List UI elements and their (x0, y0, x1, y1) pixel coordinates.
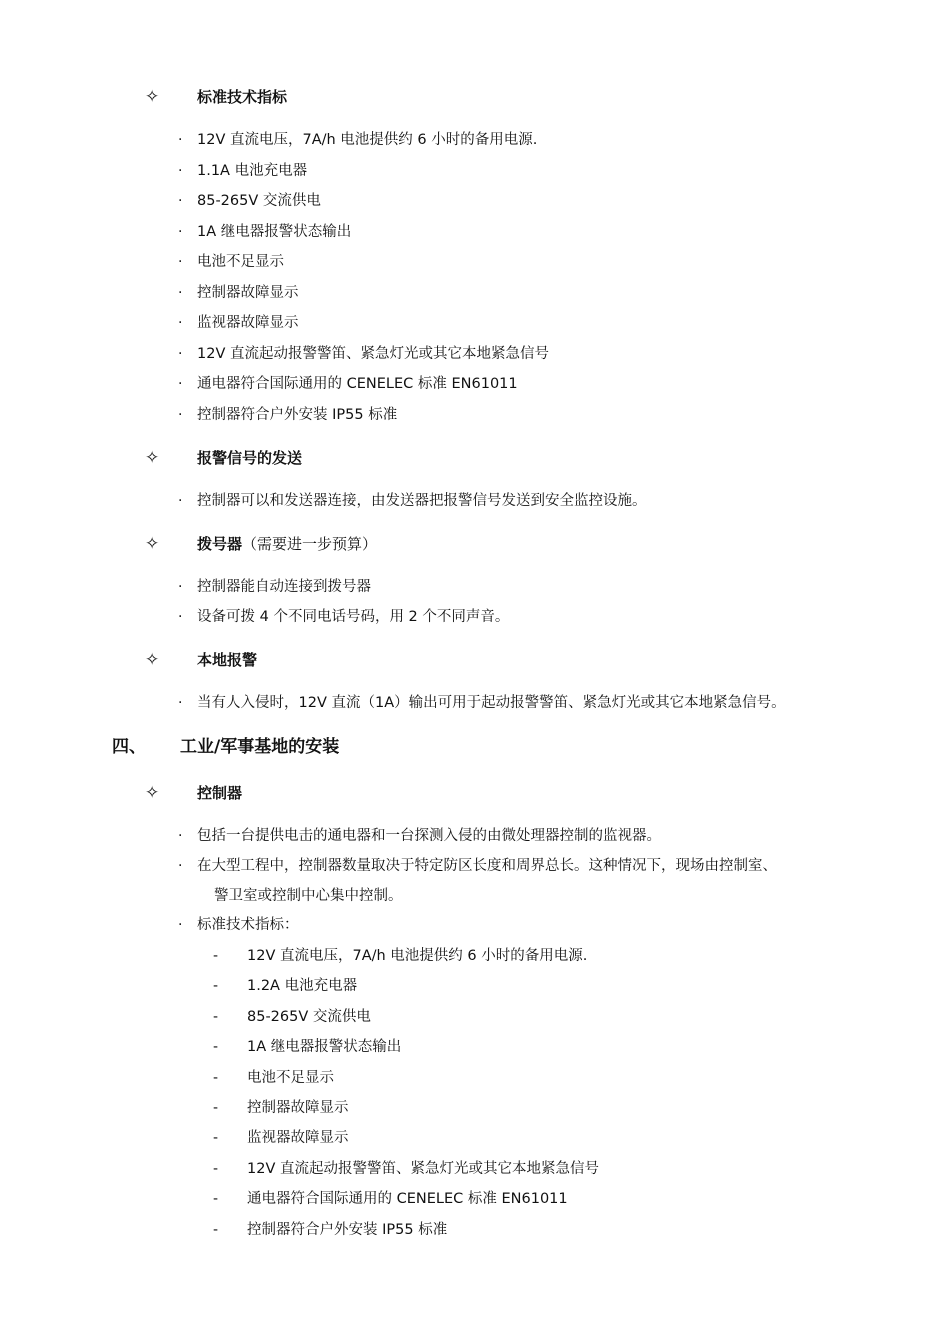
chapter-title: 工业/军事基地的安装 (180, 737, 340, 757)
list-item: 设备可拨 4 个不同电话号码，用 2 个不同声音。 (197, 609, 510, 625)
dash-bullet-icon: - (213, 1009, 219, 1025)
list-item: 电池不足显示 (197, 254, 284, 270)
list-item: 12V 直流电压，7A/h 电池提供约 6 小时的备用电源. (197, 132, 538, 148)
dot-bullet-icon: · (178, 346, 183, 362)
diamond-bullet-icon: ✧ (145, 650, 160, 670)
dot-bullet-icon: · (178, 917, 183, 933)
sub-list-item: 通电器符合国际通用的 CENELEC 标准 EN61011 (247, 1191, 568, 1207)
diamond-bullet-icon: ✧ (145, 87, 160, 107)
list-item: 控制器符合户外安装 IP55 标准 (197, 407, 398, 423)
dash-bullet-icon: - (213, 1100, 219, 1116)
section-heading: 报警信号的发送 (197, 449, 303, 467)
dot-bullet-icon: · (178, 285, 183, 301)
dot-bullet-icon: · (178, 254, 183, 270)
dot-bullet-icon: · (178, 407, 183, 423)
diamond-bullet-icon: ✧ (145, 783, 160, 803)
list-item: 控制器可以和发送器连接，由发送器把报警信号发送到安全监控设施。 (197, 493, 647, 509)
section-heading: 标准技术指标 (197, 88, 288, 106)
list-item: 在大型工程中，控制器数量取决于特定防区长度和周界总长。这种情况下，现场由控制室、 (197, 858, 777, 874)
dash-bullet-icon: - (213, 1191, 219, 1207)
list-item: 通电器符合国际通用的 CENELEC 标准 EN61011 (197, 376, 518, 392)
list-item: 85-265V 交流供电 (197, 193, 321, 209)
diamond-bullet-icon: ✧ (145, 448, 160, 468)
diamond-bullet-icon: ✧ (145, 534, 160, 554)
section-heading-note: （需要进一步预算） (242, 535, 378, 553)
dot-bullet-icon: · (178, 609, 183, 625)
list-item: 控制器故障显示 (197, 285, 299, 301)
list-item: 12V 直流起动报警警笛、紧急灯光或其它本地紧急信号 (197, 346, 549, 362)
list-item: 控制器能自动连接到拨号器 (197, 579, 371, 595)
sub-list-item: 12V 直流电压，7A/h 电池提供约 6 小时的备用电源. (247, 948, 588, 964)
dot-bullet-icon: · (178, 315, 183, 331)
dot-bullet-icon: · (178, 193, 183, 209)
dot-bullet-icon: · (178, 579, 183, 595)
list-item: 当有人入侵时，12V 直流（1A）输出可用于起动报警警笛、紧急灯光或其它本地紧急信号。 (197, 695, 786, 711)
dot-bullet-icon: · (178, 493, 183, 509)
dot-bullet-icon: · (178, 132, 183, 148)
sub-list-item: 控制器符合户外安装 IP55 标准 (247, 1222, 448, 1238)
sub-list-item: 12V 直流起动报警警笛、紧急灯光或其它本地紧急信号 (247, 1161, 599, 1177)
section-heading-text: 拨号器 (197, 535, 243, 553)
sub-list-item: 电池不足显示 (247, 1070, 334, 1086)
section-heading: 本地报警 (197, 651, 258, 669)
sub-list-item: 85-265V 交流供电 (247, 1009, 371, 1025)
dash-bullet-icon: - (213, 1070, 219, 1086)
dash-bullet-icon: - (213, 1039, 219, 1055)
list-item: 包括一台提供电击的通电器和一台探测入侵的由微处理器控制的监视器。 (197, 828, 661, 844)
list-item: 监视器故障显示 (197, 315, 299, 331)
sub-list-item: 1A 继电器报警状态输出 (247, 1039, 402, 1055)
dot-bullet-icon: · (178, 224, 183, 240)
sub-list-item: 1.2A 电池充电器 (247, 978, 358, 994)
dot-bullet-icon: · (178, 858, 183, 874)
dash-bullet-icon: - (213, 978, 219, 994)
list-item: 标准技术指标： (197, 917, 299, 933)
section-heading: 控制器 (197, 784, 243, 802)
dash-bullet-icon: - (213, 1222, 219, 1238)
dot-bullet-icon: · (178, 828, 183, 844)
dot-bullet-icon: · (178, 163, 183, 179)
list-item: 1A 继电器报警状态输出 (197, 224, 352, 240)
section-heading (197, 534, 377, 554)
dash-bullet-icon: - (213, 1161, 219, 1177)
dash-bullet-icon: - (213, 1130, 219, 1146)
sub-list-item: 控制器故障显示 (247, 1100, 349, 1116)
list-item: 1.1A 电池充电器 (197, 163, 308, 179)
sub-list-item: 监视器故障显示 (247, 1130, 349, 1146)
dash-bullet-icon: - (213, 948, 219, 964)
list-item-continuation: 警卫室或控制中心集中控制。 (214, 888, 403, 904)
dot-bullet-icon: · (178, 695, 183, 711)
chapter-number: 四、 (112, 737, 146, 757)
dot-bullet-icon: · (178, 376, 183, 392)
